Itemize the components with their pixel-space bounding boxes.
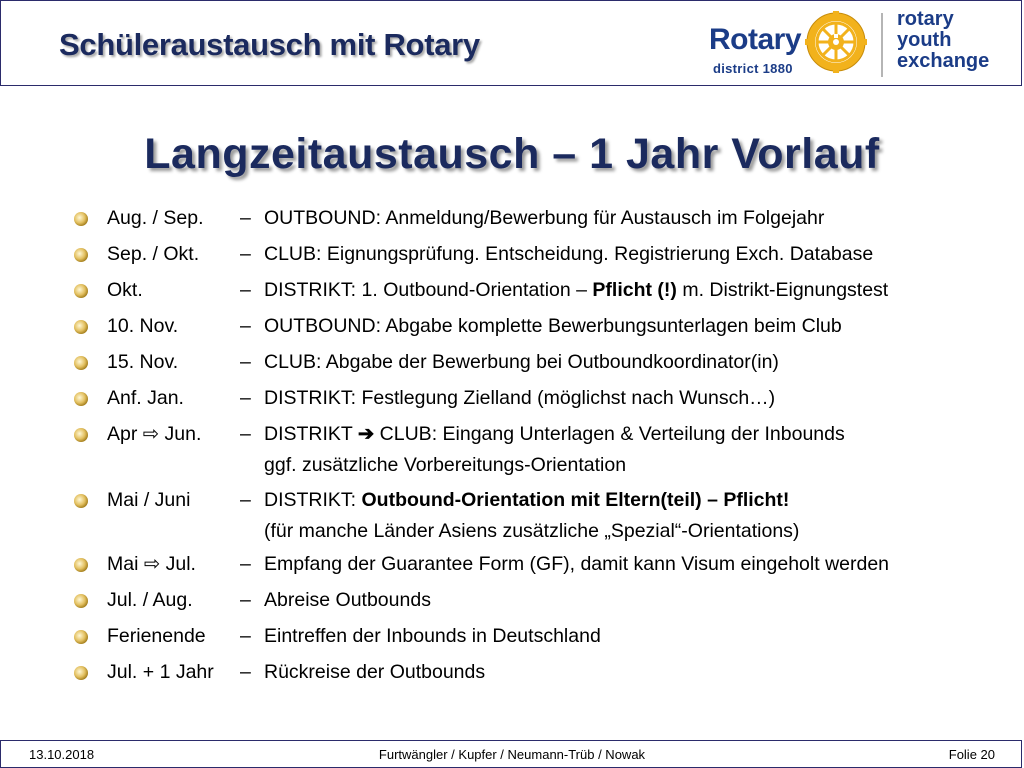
item-text: OUTBOUND: Abgabe komplette Bewerbungsunterlagen beim Club <box>264 315 842 337</box>
item-date <box>107 549 196 580</box>
footer-authors: Furtwängler / Kupfer / Neumann-Trüb / Nowak <box>378 747 646 762</box>
bullet-icon <box>74 320 88 334</box>
bullet-icon <box>74 428 88 442</box>
header-title: Schüleraustausch mit Rotary <box>59 27 480 62</box>
item-text-bold: Pflicht (!) <box>592 279 677 301</box>
hollow-arrow-icon: ⇨ <box>143 553 161 575</box>
item-dash: – <box>240 351 251 373</box>
slide-title: Langzeitaustausch – 1 Jahr Vorlauf <box>144 130 880 178</box>
item-text-pre: DISTRIKT: 1. Outbound-Orientation – <box>264 279 587 301</box>
item-text-line2: (für manche Länder Asiens zusätzliche „Spezial“-Orientations) <box>264 520 800 542</box>
item-dash: – <box>240 243 251 265</box>
item-text-post: m. Distrikt-Eignungstest <box>682 279 889 301</box>
item-text: Eintreffen der Inbounds in Deutschland <box>264 625 601 647</box>
item-dash: – <box>240 315 251 337</box>
item-date-start: Mai <box>107 553 139 575</box>
item-text: CLUB: Eignungsprüfung. Entscheidung. Registrierung Exch. Database <box>264 243 874 265</box>
slide-footer <box>0 740 1022 768</box>
item-date: 15. Nov. <box>107 351 179 373</box>
item-text: CLUB: Abgabe der Bewerbung bei Outboundkoordinator(in) <box>264 351 779 373</box>
item-text: Rückreise der Outbounds <box>264 661 486 683</box>
item-date: Ferienende <box>107 625 206 647</box>
item-date: Jul. + 1 Jahr <box>107 661 214 683</box>
rotary-wheel-icon <box>805 11 867 73</box>
item-text-line2: ggf. zusätzliche Vorbereitungs-Orientation <box>264 454 627 476</box>
item-text-pre: DISTRIKT <box>264 423 353 445</box>
item-dash: – <box>240 279 251 301</box>
rye-line-1: rotary <box>897 8 954 30</box>
logo-district-text: district 1880 <box>713 61 793 76</box>
item-text: OUTBOUND: Anmeldung/Bewerbung für Austausch im Folgejahr <box>264 207 825 229</box>
bullet-icon <box>74 248 88 262</box>
item-date: Anf. Jan. <box>107 387 184 409</box>
item-date <box>107 419 201 450</box>
logo-divider <box>881 13 883 77</box>
hollow-arrow-icon: ⇨ <box>142 423 160 445</box>
item-date: 10. Nov. <box>107 315 179 337</box>
item-date: Jul. / Aug. <box>107 589 193 611</box>
item-date: Okt. <box>107 279 143 301</box>
arrow-right-icon: ➔ <box>357 423 375 445</box>
item-text <box>264 275 888 306</box>
item-dash: – <box>240 589 251 611</box>
item-text-post: CLUB: Eingang Unterlagen & Verteilung der Inbounds <box>379 423 845 445</box>
footer-date: 13.10.2018 <box>29 747 95 762</box>
item-dash: – <box>240 387 251 409</box>
item-text <box>264 419 845 481</box>
bullet-icon <box>74 494 88 508</box>
item-dash: – <box>240 489 251 511</box>
item-dash: – <box>240 553 251 575</box>
footer-slide-number: Folie 20 <box>948 747 995 762</box>
bullet-icon <box>74 666 88 680</box>
item-text: Empfang der Guarantee Form (GF), damit kann Visum eingeholt werden <box>264 553 890 575</box>
rotary-logo <box>701 9 1006 81</box>
item-text-pre: DISTRIKT: <box>264 489 357 511</box>
bullet-icon <box>74 392 88 406</box>
logo-youth-exchange <box>897 9 989 72</box>
item-dash: – <box>240 207 251 229</box>
item-text-bold: Outbound-Orientation mit Eltern(teil) – Pflicht! <box>361 489 790 511</box>
item-date-end: Jun. <box>164 423 202 445</box>
item-date: Mai / Juni <box>107 489 191 511</box>
bullet-icon <box>74 594 88 608</box>
slide-header <box>0 0 1022 86</box>
bullet-icon <box>74 630 88 644</box>
bullet-icon <box>74 356 88 370</box>
bullet-icon <box>74 284 88 298</box>
item-date-start: Apr <box>107 423 138 445</box>
item-date-end: Jul. <box>165 553 196 575</box>
bullet-icon <box>74 212 88 226</box>
item-dash: – <box>240 423 251 445</box>
logo-rotary-text: Rotary <box>709 23 802 56</box>
item-text: Abreise Outbounds <box>264 589 431 611</box>
item-date: Sep. / Okt. <box>107 243 200 265</box>
rye-line-2: youth <box>897 29 952 51</box>
item-text: DISTRIKT: Festlegung Zielland (möglichst nach Wunsch…) <box>264 387 776 409</box>
item-dash: – <box>240 661 251 683</box>
item-dash: – <box>240 625 251 647</box>
bullet-icon <box>74 558 88 572</box>
item-date: Aug. / Sep. <box>107 207 204 229</box>
item-text <box>264 485 799 547</box>
rye-line-3: exchange <box>897 50 990 72</box>
